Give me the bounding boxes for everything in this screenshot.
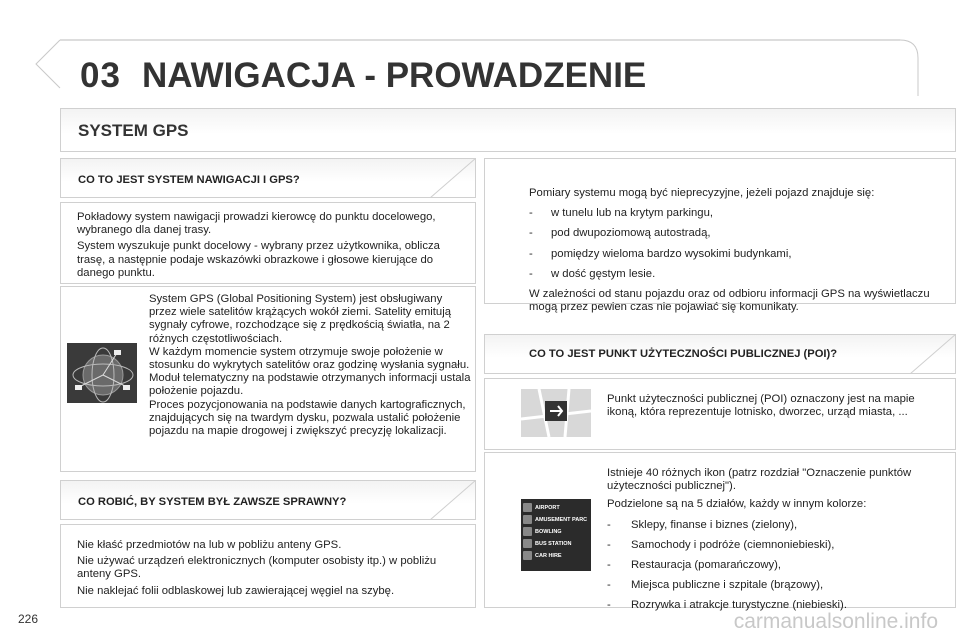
q1-paragraph-2: System wyszukuje punkt docelowy - wybrany przez użytkownika, oblicza trasę, a następnie podaje wskazówki obrazkowe i głosowe kierujące do danego punktu.	[77, 240, 440, 279]
poi-intro-box	[484, 378, 956, 450]
list-item: - Sklepy, finanse i biznes (zielony),	[607, 518, 798, 531]
list-item: - pomiędzy wieloma bardzo wysokimi budynkami,	[529, 247, 792, 260]
poi-title: CO TO JEST PUNKT UŻYTECZNOŚCI PUBLICZNEJ (POI)?	[529, 348, 838, 360]
list-item: - w tunelu lub na krytym parkingu,	[529, 207, 714, 220]
title-corner-decoration	[400, 158, 476, 198]
poi-paragraph-1: Punkt użyteczności publicznej (POI) oznaczony jest na mapie ikoną, która reprezentuje lotnisko, dworzec, urząd miasta, ...	[607, 393, 915, 419]
gps-paragraph-2: W każdym momencie system otrzymuje swoje położenie w stosunku do wykrytych satelitów oraz godzinę wysłania sygnału.	[149, 345, 470, 372]
list-item: - pod dwupoziomową autostradą,	[529, 227, 711, 240]
poi-menu-screen	[521, 499, 591, 571]
gps-box	[60, 286, 476, 472]
accuracy-outro: W zależności od stanu pojazdu oraz od odbioru informacji GPS na wyświetlaczu mogą przez pewien czas nie pojawiać się komunikaty.	[529, 288, 930, 314]
title-corner-decoration	[400, 480, 476, 520]
list-item: - Miejsca publiczne i szpitale (brązowy),	[607, 579, 824, 592]
q2-body-box	[60, 524, 476, 608]
q2-title: CO ROBIĆ, BY SYSTEM BYŁ ZAWSZE SPRAWNY?	[78, 496, 347, 508]
q1-intro-box	[60, 202, 476, 284]
menu-row: CAR HIRE	[521, 550, 591, 561]
accuracy-box	[484, 158, 956, 314]
chapter-title: NAWIGACJA - PROWADZENIE	[142, 56, 647, 95]
poi-category-icon	[523, 539, 532, 548]
poi-category-icon	[523, 503, 532, 512]
q2-paragraph-1: Nie kłaść przedmiotów na lub w pobliżu anteny GPS.	[77, 539, 342, 551]
poi-category-icon	[523, 515, 532, 524]
poi-categories-box	[484, 452, 956, 612]
poi-paragraph-2: Istnieje 40 różnych ikon (patrz rozdział "Oznaczenie punktów użyteczności publicznej").	[607, 467, 912, 493]
section-title: SYSTEM GPS	[78, 121, 189, 140]
list-item: - Rozrywka i atrakcje turystyczne (niebieski).	[607, 599, 847, 612]
watermark: carmanualsonline.info	[733, 610, 938, 633]
accuracy-intro: Pomiary systemu mogą być nieprecyzyjne, jeżeli pojazd znajduje się:	[529, 187, 875, 199]
poi-category-icon	[523, 551, 532, 560]
list-item: - w dość gęstym lesie.	[529, 267, 656, 280]
gps-paragraph-3: Moduł telematyczny na podstawie otrzymanych informacji ustala położenie pojazdu.	[149, 372, 471, 398]
q2-paragraph-3: Nie naklejać folii odblaskowej lub zawierającej węgiel na szybę.	[77, 584, 395, 597]
list-item: - Restauracja (pomarańczowy),	[607, 559, 782, 572]
menu-row: BUS STATION	[521, 538, 591, 549]
poi-paragraph-3: Podzielone są na 5 działów, każdy w innym kolorze:	[607, 498, 867, 511]
gps-paragraph-4: Proces pozycjonowania na podstawie danych kartograficznych, znajdujących się na twardym dysku, pozwala ustalić położenie pojazdu na mapie drogowej i zwiększyć precyzję lokalizacji.	[149, 398, 466, 438]
menu-row: AMUSEMENT PARC	[521, 514, 591, 525]
list-item: - Samochody i podróże (ciemnoniebieski),	[607, 538, 835, 551]
title-corner-decoration	[880, 334, 956, 374]
q2-paragraph-2: Nie używać urządzeń elektronicznych (komputer osobisty itp.) w pobliżu anteny GPS.	[77, 555, 437, 581]
chapter-number: 03	[80, 56, 121, 95]
menu-row: BOWLING	[521, 526, 591, 537]
satellite-globe-icon	[67, 343, 137, 403]
page-number: 226	[18, 612, 39, 626]
poi-category-icon	[523, 527, 532, 536]
q1-paragraph-1: Pokładowy system nawigacji prowadzi kierowcę do punktu docelowego, wybranego dla danej trasy.	[77, 211, 436, 237]
menu-row: AIRPORT	[521, 502, 591, 513]
q1-title: CO TO JEST SYSTEM NAWIGACJI I GPS?	[78, 174, 300, 186]
gps-paragraph-1: System GPS (Global Positioning System) jest obsługiwany przez wiele satelitów krążących wokół ziemi. Satelity emitują sygnały cyfrowe, rozchodzące się z prędkością światła, na 2 różnych częstotliwościach.	[149, 293, 451, 345]
section-title-box	[60, 108, 956, 152]
poi-map-icon	[521, 389, 591, 437]
